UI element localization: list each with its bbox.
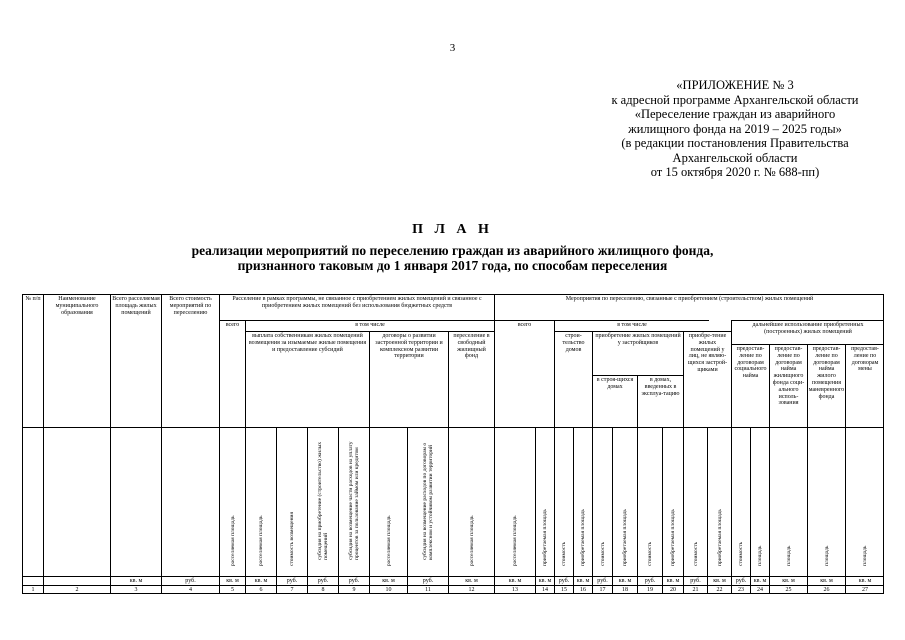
vert-label: стоимость: [738, 541, 744, 566]
column-number: 25: [769, 585, 807, 594]
column-number: 26: [807, 585, 845, 594]
unit-cell: кв. м: [494, 576, 535, 585]
unit-cell: кв. м: [110, 576, 161, 585]
plan-title: П Л А Н: [412, 222, 493, 237]
vert-label: субсидия на возмещение расходов по договорам о комплексном и устойчивом развитии территорий: [422, 442, 434, 560]
header-b-including: в том числе: [554, 320, 709, 331]
unit-cell: руб.: [161, 576, 219, 585]
vert-label: стоимость: [561, 541, 567, 566]
unit-cell: руб.: [637, 576, 662, 585]
header-a-payout: выплата собственникам жилых помещений возмещения за изымаемые жилые помещения и предоставление субсидий: [245, 331, 369, 427]
column-number: 27: [845, 585, 884, 594]
header-b-maneuver-fund: предостав-ление по договорам найма жилого помещения маневренного фонда: [807, 344, 845, 427]
column-number: 24: [750, 585, 769, 594]
unit-cell: кв. м: [662, 576, 683, 585]
column-number: 21: [683, 585, 707, 594]
unit-cell: руб.: [338, 576, 369, 585]
column-number: 20: [662, 585, 683, 594]
col-4-blank: [161, 427, 219, 576]
unit-cell: руб.: [554, 576, 573, 585]
vert-label-cell: [448, 427, 494, 576]
unit-cell: кв. м: [535, 576, 554, 585]
unit-cell: кв. м: [807, 576, 845, 585]
header-b-further-use: дальнейшее использование приобретенных (построенных) жилых помещений: [731, 320, 884, 344]
col-2-blank: [43, 427, 110, 576]
column-number: 22: [707, 585, 731, 594]
unit-cell: кв. м: [219, 576, 245, 585]
vert-label: субсидия на возмещение части расходов на уплату процентов за пользование займом или кредитом: [348, 441, 360, 560]
unit-cell: руб.: [307, 576, 338, 585]
column-number: 6: [245, 585, 276, 594]
vert-label: площадь: [862, 545, 868, 566]
vert-label-cell: [219, 427, 245, 576]
column-number: 19: [637, 585, 662, 594]
header-group-a: Расселение в рамках программы, не связанное с приобретением жилых помещений и связанное с приобретением жилых помещений без использования бюджетных средств: [219, 294, 494, 320]
unit-cell: руб.: [731, 576, 750, 585]
vert-label: площадь: [757, 545, 763, 566]
column-number: 1: [22, 585, 43, 594]
unit-cell: кв. м: [245, 576, 276, 585]
plan-subtitle-line: реализации мероприятий по переселению граждан из аварийного жилищного фонда,: [191, 243, 714, 258]
unit-cell: кв. м: [573, 576, 592, 585]
header-a-including: в том числе: [245, 320, 494, 331]
vert-label-cell: [731, 427, 750, 576]
plan-subtitle-line: признанного таковым до 1 января 2017 года, по способам переселения: [237, 258, 668, 273]
header-group-b: Мероприятия по переселению, связанные с приобретением (строительством) жилых помещений: [494, 294, 884, 320]
unit-cell: кв. м: [750, 576, 769, 585]
header-b-purchase-other: приобре-тение жилых помещений у лиц, не являю-щихся застрой-щиками: [683, 331, 731, 427]
header-b-construction: строи-тельство домов: [554, 331, 592, 427]
unit-cell: руб.: [683, 576, 707, 585]
vert-label: расселяемая площадь: [512, 515, 518, 566]
column-number: 3: [110, 585, 161, 594]
unit-cell: кв. м: [369, 576, 407, 585]
resettlement-plan-table: [22, 294, 884, 594]
vert-label-cell: [535, 427, 554, 576]
column-number: 12: [448, 585, 494, 594]
header-municipality: Наименование муниципального образования: [43, 294, 110, 427]
appendix-line: «ПРИЛОЖЕНИЕ № 3: [676, 78, 794, 92]
vert-label: приобретаемая площадь: [670, 509, 676, 566]
vert-label: расселяемая площадь: [229, 515, 236, 566]
vert-label-cell: [769, 427, 807, 576]
vert-label-cell: [494, 427, 535, 576]
vert-label-cell: [245, 427, 276, 576]
vert-label: расселяемая площадь: [468, 515, 475, 566]
header-b-social-rent: предостав-ление по договорам социального найма: [731, 344, 769, 427]
col-1-blank: [22, 427, 43, 576]
header-b-purchase-developers: приобретение жилых помещений у застройщиков: [592, 331, 683, 375]
vert-label: субсидия на приобретение (строительство) жилых помещений: [317, 441, 329, 560]
vert-label: стоимость: [692, 541, 699, 566]
vert-label: стоимость: [599, 541, 606, 566]
appendix-line: от 15 октября 2020 г. № 688-пп): [650, 165, 820, 179]
column-number: 10: [369, 585, 407, 594]
header-num: № п/п: [22, 294, 43, 427]
vert-label-cell: [554, 427, 573, 576]
column-number: 8: [307, 585, 338, 594]
vert-label: площадь: [823, 545, 830, 566]
vert-label: площадь: [785, 545, 792, 566]
vert-label-cell: [612, 427, 637, 576]
header-total-area: Всего расселяемая площадь жилых помещений: [110, 294, 161, 427]
header-b-purchase-commissioned: в домах, введенных в эксплуа-тацию: [637, 375, 683, 427]
unit-cell: руб.: [592, 576, 612, 585]
unit-cell: кв. м: [707, 576, 731, 585]
vert-label-cell: [407, 427, 448, 576]
appendix-block: [585, 78, 885, 180]
header-b-purchase-under-construction: в строя-щихся домах: [592, 375, 637, 427]
vert-label-cell: [637, 427, 662, 576]
header-b-social-use-rent: предостав-ление по договорам найма жилищного фонда соци-ального исполь-зования: [769, 344, 807, 427]
unit-cell: кв. м: [845, 576, 884, 585]
unit-cell: [43, 576, 110, 585]
column-number: 5: [219, 585, 245, 594]
vert-label: приобретаемая площадь: [542, 509, 548, 566]
vert-label: приобретаемая площадь: [622, 509, 628, 566]
header-b-exchange: предостав-ление по договорам мены: [845, 344, 884, 427]
vert-label: приобретаемая площадь: [580, 509, 586, 566]
appendix-line: к адресной программе Архангельской области: [611, 92, 859, 107]
unit-cell: [22, 576, 43, 585]
unit-cell: руб.: [276, 576, 307, 585]
vert-label-cell: [592, 427, 612, 576]
vert-label-cell: [307, 427, 338, 576]
vert-label-cell: [573, 427, 592, 576]
column-number: 18: [612, 585, 637, 594]
vert-label-cell: [369, 427, 407, 576]
vert-label-cell: [662, 427, 683, 576]
appendix-line: (в редакции постановления Правительства: [621, 136, 849, 150]
unit-cell: кв. м: [612, 576, 637, 585]
plan-subtitle: [0, 243, 905, 273]
vert-label-cell: [683, 427, 707, 576]
vert-label-cell: [276, 427, 307, 576]
header-a-total: всего: [219, 320, 245, 427]
vert-label: стоимость возмещения: [289, 512, 295, 566]
vert-label-cell: [807, 427, 845, 576]
header-b-total: всего: [494, 320, 554, 427]
vert-label-cell: [845, 427, 884, 576]
unit-cell: кв. м: [769, 576, 807, 585]
vert-label: приобретаемая площадь: [716, 509, 723, 566]
vert-label: расселяемая площадь: [258, 515, 264, 566]
appendix-line: жилищного фонда на 2019 – 2025 годы»: [628, 121, 842, 136]
column-number: 4: [161, 585, 219, 594]
unit-cell: руб.: [407, 576, 448, 585]
vert-label: расселяемая площадь: [385, 515, 392, 566]
column-number: 14: [535, 585, 554, 594]
unit-cell: кв. м: [448, 576, 494, 585]
appendix-line: «Переселение граждан из аварийного: [634, 107, 836, 121]
col-3-blank: [110, 427, 161, 576]
vert-label-cell: [707, 427, 731, 576]
vert-label-cell: [750, 427, 769, 576]
column-number: 13: [494, 585, 535, 594]
page-number: 3: [449, 42, 456, 54]
column-number: 9: [338, 585, 369, 594]
header-total-cost: Всего стоимость мероприятий по переселению: [161, 294, 219, 427]
column-number: 23: [731, 585, 750, 594]
column-number: 15: [554, 585, 573, 594]
column-number: 17: [592, 585, 612, 594]
header-a-contracts: договоры о развитии застроенной территории и комплексном развитии территории: [369, 331, 448, 427]
vert-label-cell: [338, 427, 369, 576]
header-a-free-fund: переселение в свободный жилищный фонд: [448, 331, 494, 427]
column-number: 16: [573, 585, 592, 594]
appendix-line: Архангельской области: [672, 150, 798, 165]
vert-label: стоимость: [647, 541, 653, 566]
column-number: 7: [276, 585, 307, 594]
column-number: 2: [43, 585, 110, 594]
column-number: 11: [407, 585, 448, 594]
